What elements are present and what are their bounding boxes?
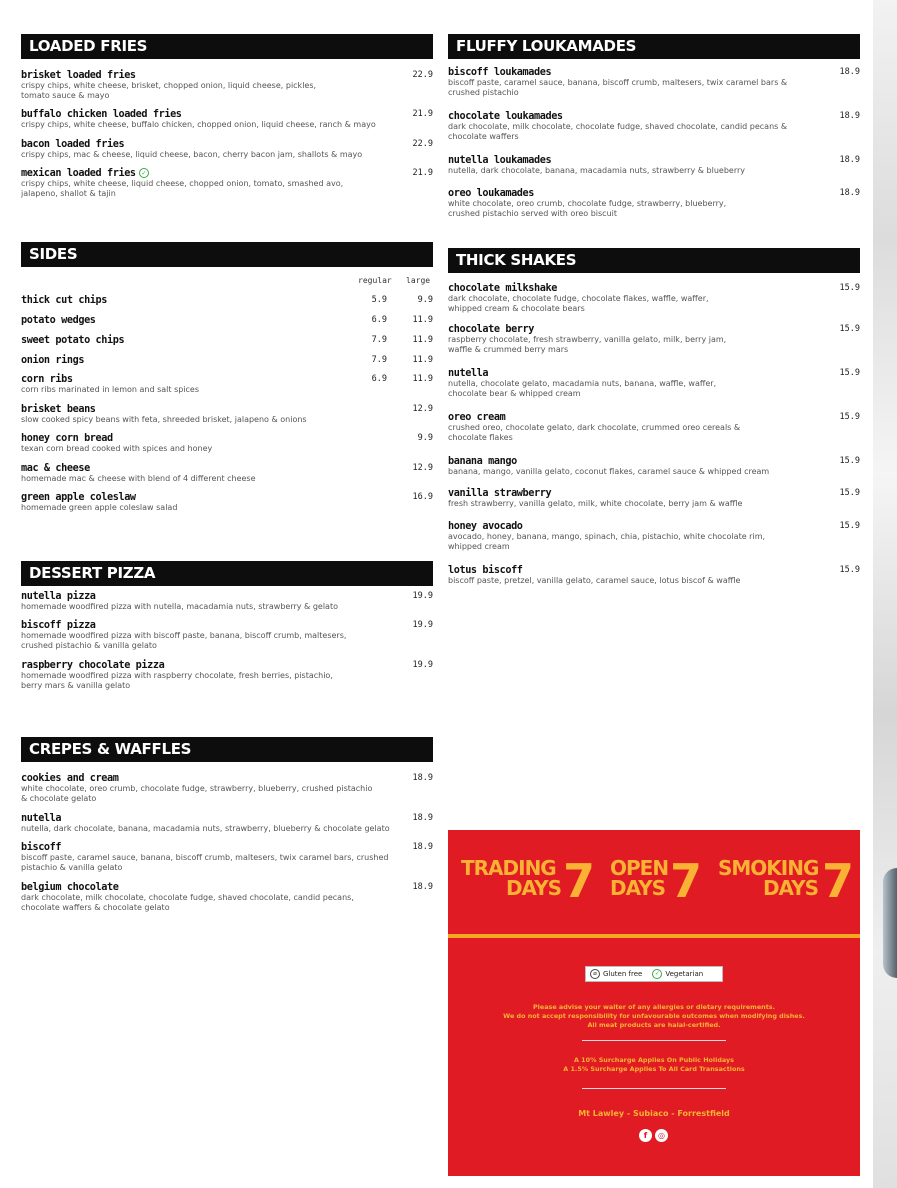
item-name [21, 168, 433, 179]
item-name: vanilla strawberry [448, 488, 552, 499]
smoking-word: SMOKING [718, 856, 819, 880]
item-desc: crispy chips, white cheese, buffalo chicken, chopped onion, liquid cheese, ranch & mayo [21, 120, 376, 129]
item-desc: nutella, chocolate gelato, macadamia nuts, banana, waffle, waffer, [448, 379, 717, 388]
seven-numeral: 7 [563, 854, 596, 908]
item-price-regular: 6.9 [371, 374, 387, 384]
item-desc: raspberry chocolate, fresh strawberry, vanilla gelato, milk, berry jam, [448, 335, 727, 344]
promo-panel [448, 830, 860, 1176]
vegetarian-badge [652, 969, 703, 979]
item-name: thick cut chips [21, 295, 108, 306]
item-desc: chocolate flakes [448, 433, 513, 442]
item-desc: crushed pistachio served with oreo biscuit [448, 209, 618, 218]
locations: Mt Lawley - Subiaco - Forrestfield [578, 1109, 730, 1118]
item-desc: homemade woodfired pizza with biscoff paste, banana, biscoff crumb, maltesers, [21, 631, 347, 640]
item-desc: dark chocolate, milk chocolate, chocolate fudge, shaved chocolate, candid pecans & [448, 122, 788, 131]
loukamades-section [448, 34, 860, 224]
seven-numeral: 7 [822, 854, 855, 908]
menu-item [448, 488, 860, 509]
item-price-large: 11.9 [412, 374, 433, 384]
menu-item [21, 492, 433, 513]
surcharge-notice [448, 1056, 860, 1074]
section-header: SIDES [21, 242, 433, 267]
column-header-regular: regular [358, 276, 392, 285]
menu-item [21, 139, 433, 160]
item-name: chocolate loukamades [448, 111, 563, 122]
item-price-regular: 7.9 [371, 355, 387, 365]
item-price: 19.9 [412, 620, 433, 630]
item-name: green apple coleslaw [21, 492, 136, 503]
menu-item [448, 283, 860, 314]
item-desc: chocolate bear & whipped cream [448, 389, 581, 398]
menu-item [21, 295, 433, 306]
menu-item [21, 842, 433, 873]
menu-item [448, 456, 860, 477]
item-price-large: 11.9 [412, 335, 433, 345]
facebook-icon[interactable]: f [639, 1129, 652, 1142]
trading-word: TRADING [461, 856, 556, 880]
item-desc: crushed oreo, chocolate gelato, dark chocolate, crummed oreo cereals & [448, 423, 741, 432]
item-name: cookies and cream [21, 773, 119, 784]
gluten-free-badge [590, 969, 642, 979]
dietary-legend [585, 966, 723, 982]
item-price: 22.9 [412, 139, 433, 149]
item-name: honey avocado [448, 521, 523, 532]
crepes-waffles-section [21, 737, 433, 922]
item-name: raspberry chocolate pizza [21, 660, 165, 671]
item-name: bacon loaded fries [21, 139, 125, 150]
item-desc: crushed pistachio [448, 88, 519, 97]
item-price-large: 12.9 [412, 404, 433, 414]
trading-days-block [461, 854, 601, 908]
menu-item [21, 70, 433, 101]
divider [582, 1088, 726, 1089]
vegetarian-icon: ✓ [652, 969, 662, 979]
menu-item [21, 813, 433, 834]
item-name: buffalo chicken loaded fries [21, 109, 182, 120]
days-word: DAYS [610, 876, 666, 900]
item-desc: nutella, dark chocolate, banana, macadamia nuts, strawberry & blueberry [448, 166, 745, 175]
item-name: nutella [21, 813, 62, 824]
item-name: chocolate milkshake [448, 283, 557, 294]
menu-item [21, 660, 433, 691]
item-name: lotus biscoff [448, 565, 523, 576]
item-desc: texan corn bread cooked with spices and honey [21, 444, 213, 453]
item-name: potato wedges [21, 315, 96, 326]
item-desc: white chocolate, oreo crumb, chocolate fudge, strawberry, blueberry, [448, 199, 727, 208]
menu-item [448, 188, 860, 219]
item-desc: biscoff paste, caramel sauce, banana, biscoff crumb, maltesers, twix caramel bars & [448, 78, 788, 87]
gluten-free-icon: ⌀ [590, 969, 600, 979]
item-price: 18.9 [412, 842, 433, 852]
days-word: DAYS [505, 876, 561, 900]
item-name: nutella [448, 368, 489, 379]
allergy-notice [448, 1003, 860, 1030]
item-price-large: 9.9 [417, 295, 433, 305]
item-name: banana mango [448, 456, 517, 467]
item-price: 18.9 [412, 773, 433, 783]
section-header: LOADED FRIES [21, 34, 433, 59]
item-desc: homemade mac & cheese with blend of 4 different cheese [21, 474, 256, 483]
item-desc: chocolate waffers [448, 132, 519, 141]
item-price-large: 16.9 [412, 492, 433, 502]
menu-item [21, 620, 433, 651]
menu-item [21, 591, 433, 612]
menu-item [448, 368, 860, 399]
item-desc: crispy chips, mac & cheese, liquid cheese, bacon, cherry bacon jam, shallots & mayo [21, 150, 363, 159]
item-desc: tomato sauce & mayo [21, 91, 110, 100]
menu-item [448, 412, 860, 443]
seven-numeral: 7 [670, 854, 703, 908]
item-price: 22.9 [412, 70, 433, 80]
item-desc: homemade green apple coleslaw salad [21, 503, 178, 512]
item-price: 15.9 [839, 456, 860, 466]
item-name: brisket loaded fries [21, 70, 136, 81]
item-name: mac & cheese [21, 463, 90, 474]
smoking-days-block [718, 854, 858, 908]
item-price: 15.9 [839, 368, 860, 378]
item-desc: & chocolate gelato [21, 794, 97, 803]
sides-section [21, 242, 433, 522]
item-name: biscoff loukamades [448, 67, 552, 78]
item-price: 18.9 [412, 813, 433, 823]
item-price: 18.9 [839, 155, 860, 165]
item-name: sweet potato chips [21, 335, 125, 346]
item-price: 15.9 [839, 412, 860, 422]
item-name: honey corn bread [21, 433, 113, 444]
menu-item [21, 882, 433, 913]
item-price-regular: 6.9 [371, 315, 387, 325]
decorative-dish-edge [883, 868, 897, 978]
item-desc: homemade woodfired pizza with raspberry chocolate, fresh berries, pistachio, [21, 671, 333, 680]
item-name: belgium chocolate [21, 882, 119, 893]
item-price: 15.9 [839, 324, 860, 334]
item-desc: pistachio & vanilla gelato [21, 863, 123, 872]
menu-item [448, 521, 860, 552]
item-price: 21.9 [412, 109, 433, 119]
allergy-line: All meat products are halal-certified. [587, 1021, 721, 1029]
item-price: 18.9 [839, 67, 860, 77]
item-price: 19.9 [412, 591, 433, 601]
section-header: THICK SHAKES [448, 248, 860, 273]
item-price-large: 12.9 [412, 463, 433, 473]
item-desc: biscoff paste, caramel sauce, banana, biscoff crumb, maltesers, twix caramel bars, crushed [21, 853, 389, 862]
loaded-fries-section [21, 34, 433, 204]
open-word: OPEN [610, 856, 669, 880]
menu-item [21, 773, 433, 804]
item-price-large: 9.9 [417, 433, 433, 443]
item-desc: slow cooked spicy beans with feta, shreeded brisket, jalapeno & onions [21, 415, 307, 424]
item-name: biscoff [21, 842, 62, 853]
item-desc: chocolate waffers & chocolate gelato [21, 903, 170, 912]
divider [582, 1040, 726, 1041]
item-price: 18.9 [839, 188, 860, 198]
item-price: 18.9 [412, 882, 433, 892]
menu-item [448, 565, 860, 586]
marble-background [873, 0, 897, 1188]
item-desc: nutella, dark chocolate, banana, macadamia nuts, strawberry, blueberry & chocolate gelato [21, 824, 390, 833]
menu-item [448, 155, 860, 176]
surcharge-line: A 10% Surcharge Applies On Public Holidays [574, 1056, 734, 1064]
item-desc: homemade woodfired pizza with nutella, macadamia nuts, strawberry & gelato [21, 602, 338, 611]
item-name: nutella pizza [21, 591, 96, 602]
allergy-line: We do not accept responsibility for unfavourable outcomes when modifying dishes. [503, 1012, 805, 1020]
item-price: 18.9 [839, 111, 860, 121]
menu-item [21, 463, 433, 484]
allergy-line: Please advise your waiter of any allergies or dietary requirements. [533, 1003, 775, 1011]
vegetarian-label: Vegetarian [665, 970, 704, 978]
menu-item [448, 324, 860, 355]
item-name: nutella loukamades [448, 155, 552, 166]
menu-item [21, 335, 433, 346]
item-desc: crispy chips, white cheese, brisket, chopped onion, liquid cheese, pickles, [21, 81, 317, 90]
item-price-large: 11.9 [412, 355, 433, 365]
item-desc: dark chocolate, milk chocolate, chocolate fudge, shaved chocolate, candid pecans, [21, 893, 354, 902]
instagram-icon[interactable]: ◎ [655, 1129, 668, 1142]
item-desc: crushed pistachio & vanilla gelato [21, 641, 157, 650]
item-desc: corn ribs marinated in lemon and salt spices [21, 385, 200, 394]
menu-item [448, 111, 860, 142]
gold-stripe [448, 934, 860, 938]
menu-item [448, 67, 860, 98]
item-name: oreo cream [448, 412, 506, 423]
menu-item [21, 109, 433, 130]
open-days-block [610, 854, 710, 908]
item-desc: whipped cream [448, 542, 510, 551]
column-header-large: large [406, 276, 431, 285]
item-price: 15.9 [839, 565, 860, 575]
item-price-large: 11.9 [412, 315, 433, 325]
item-price: 15.9 [839, 521, 860, 531]
gluten-free-label: Gluten free [603, 970, 643, 978]
item-name: onion rings [21, 355, 85, 366]
item-desc: berry mars & vanilla gelato [21, 681, 131, 690]
item-desc: jalapeno, shallot & tajin [21, 189, 116, 198]
menu-item [21, 315, 433, 326]
item-price: 21.9 [412, 168, 433, 178]
item-desc: avocado, honey, banana, mango, spinach, chia, pistachio, white chocolate rim, [448, 532, 766, 541]
item-name: corn ribs [21, 374, 73, 385]
item-price: 15.9 [839, 283, 860, 293]
item-desc: banana, mango, vanilla gelato, coconut flakes, caramel sauce & whipped cream [448, 467, 770, 476]
item-price: 15.9 [839, 488, 860, 498]
menu-item [21, 168, 433, 199]
item-price: 19.9 [412, 660, 433, 670]
item-name-text: mexican loaded fries [21, 168, 136, 179]
item-desc: fresh strawberry, vanilla gelato, milk, white chocolate, berry jam & waffle [448, 499, 743, 508]
menu-item [21, 433, 433, 454]
item-desc: whipped cream & chocolate bears [448, 304, 585, 313]
menu-item [21, 404, 433, 425]
item-price-regular: 5.9 [371, 295, 387, 305]
item-desc: dark chocolate, chocolate fudge, chocolate flakes, waffle, waffer, [448, 294, 709, 303]
section-header: DESSERT PIZZA [21, 561, 433, 586]
item-desc: crispy chips, white cheese, liquid cheese, chopped onion, tomato, smashed avo, [21, 179, 344, 188]
item-desc: biscoff paste, pretzel, vanilla gelato, caramel sauce, lotus biscof & waffle [448, 576, 741, 585]
menu-item [21, 374, 433, 395]
item-name: brisket beans [21, 404, 96, 415]
item-desc: waffle & crummed berry mars [448, 345, 569, 354]
dessert-pizza-section [21, 561, 433, 696]
section-header: FLUFFY LOUKAMADES [448, 34, 860, 59]
item-name: oreo loukamades [448, 188, 535, 199]
item-price-regular: 7.9 [371, 335, 387, 345]
item-desc: white chocolate, oreo crumb, chocolate fudge, strawberry, blueberry, crushed pistachio [21, 784, 373, 793]
section-header: CREPES & WAFFLES [21, 737, 433, 762]
menu-item [21, 355, 433, 366]
thick-shakes-section [448, 248, 860, 593]
vegetarian-icon: ✓ [139, 168, 149, 178]
days-word: DAYS [762, 876, 818, 900]
surcharge-line: A 1.5% Surcharge Applies To All Card Transactions [563, 1065, 745, 1073]
item-name: chocolate berry [448, 324, 535, 335]
item-name: biscoff pizza [21, 620, 96, 631]
